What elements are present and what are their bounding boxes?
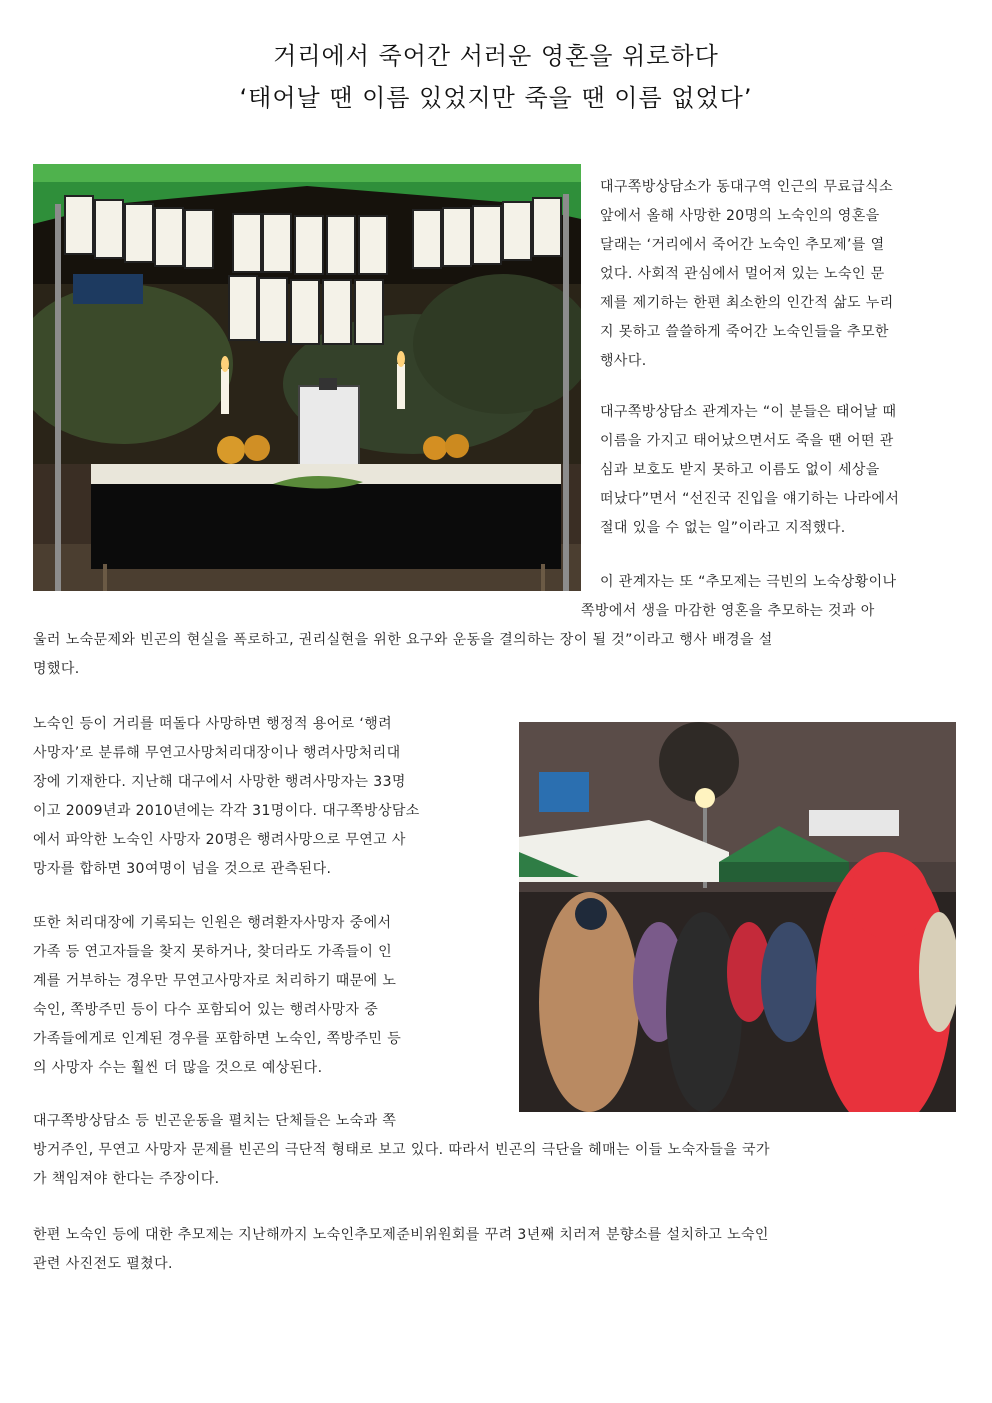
paragraph-official-quote [600,398,966,543]
text-line: 대구쪽방상담소 등 빈곤운동을 펼치는 단체들은 노숙과 쪽 [33,1113,397,1129]
text-line: 울러 노숙문제와 빈곤의 현실을 폭로하고, 권리실현을 위한 요구와 운동을 결의하는 장이 될 것”이라고 행사 배경을 설 [33,632,773,648]
text-line: 이 관계자는 또 “추모제는 극빈의 노숙상황이나 [600,574,897,590]
text-line: 었다. 사회적 관심에서 멀어져 있는 노숙인 문 [600,266,885,282]
text-line: 이름을 가지고 태어났으면서도 죽을 땐 어떤 관 [600,433,894,449]
text-line: 제를 제기하는 한편 최소한의 인간적 삶도 누리 [600,295,894,311]
text-line: 떠났다”면서 “선진국 진입을 얘기하는 나라에서 [600,491,900,507]
text-line: 절대 있을 수 없는 일”이라고 지적했다. [600,520,846,536]
paragraph-death-statistics [33,710,493,884]
text-line: 쪽방에서 생을 마감한 영혼을 추모하는 것과 아 [581,603,875,619]
subheadline: ‘태어날 땐 이름 있었지만 죽을 땐 이름 없었다’ [239,84,753,112]
text-line: 에서 파악한 노숙인 사망자 20명은 행려사망으로 무연고 사 [33,832,406,848]
text-line: 노숙인 등이 거리를 떠돌다 사망하면 행정적 용어로 ‘행려 [33,716,393,732]
text-line: 사망자’로 분류해 무연고사망처리대장이나 행려사망처리대 [33,745,401,761]
paragraph-record-keeping [33,909,493,1083]
text-line: 대구쪽방상담소가 동대구역 인근의 무료급식소 [600,179,894,195]
text-line: 한편 노숙인 등에 대한 추모제는 지난해까지 노숙인추모제준비위원회를 꾸려 3년째 치러져 분향소를 설치하고 노숙인 [33,1227,769,1243]
text-line: 의 사망자 수는 훨씬 더 많을 것으로 예상된다. [33,1060,323,1076]
text-line: 또한 처리대장에 기록되는 인원은 행려환자사망자 중에서 [33,915,392,931]
text-line: 이고 2009년과 2010년에는 각각 31명이다. 대구쪽방상담소 [33,803,420,819]
text-line: 가족들에게로 인계된 경우를 포함하면 노숙인, 쪽방주민 등 [33,1031,402,1047]
text-line: 숙인, 쪽방주민 등이 다수 포함되어 있는 행려사망자 중 [33,1002,379,1018]
memorial-altar-photo [33,164,581,591]
paragraph-past-memorials [33,1221,966,1279]
text-line: 달래는 ‘거리에서 죽어간 노숙인 추모제’를 열 [600,237,885,253]
headline: 거리에서 죽어간 서러운 영혼을 위로하다 [273,42,719,70]
text-line: 행사다. [600,353,647,369]
text-line: 명했다. [33,661,80,677]
text-line: 대구쪽방상담소 관계자는 “이 분들은 태어날 때 [600,404,897,420]
paragraph-event-purpose [33,568,966,684]
text-line: 관련 사진전도 펼쳤다. [33,1256,173,1272]
crowd-night-photo [519,722,956,1112]
text-line: 앞에서 올해 사망한 20명의 노숙인의 영혼을 [600,208,880,224]
text-line: 계를 거부하는 경우만 무연고사망자로 처리하기 때문에 노 [33,973,397,989]
paragraph-event-summary [600,173,966,376]
text-line: 망자를 합하면 30여명이 넘을 것으로 관측된다. [33,861,332,877]
text-line: 장에 기재한다. 지난해 대구에서 사망한 행려사망자는 33명 [33,774,406,790]
text-line: 방거주인, 무연고 사망자 문제를 빈곤의 극단적 형태로 보고 있다. 따라서 빈곤의 극단을 헤매는 이들 노숙자들을 국가 [33,1142,770,1158]
text-line: 심과 보호도 받지 못하고 이름도 없이 세상을 [600,462,880,478]
text-line: 가족 등 연고자들을 찾지 못하거나, 찾더라도 가족들이 인 [33,944,393,960]
text-line: 가 책임져야 한다는 주장이다. [33,1171,220,1187]
paragraph-poverty-groups [33,1107,966,1194]
text-line: 지 못하고 쓸쓸하게 죽어간 노숙인들을 추모한 [600,324,889,340]
